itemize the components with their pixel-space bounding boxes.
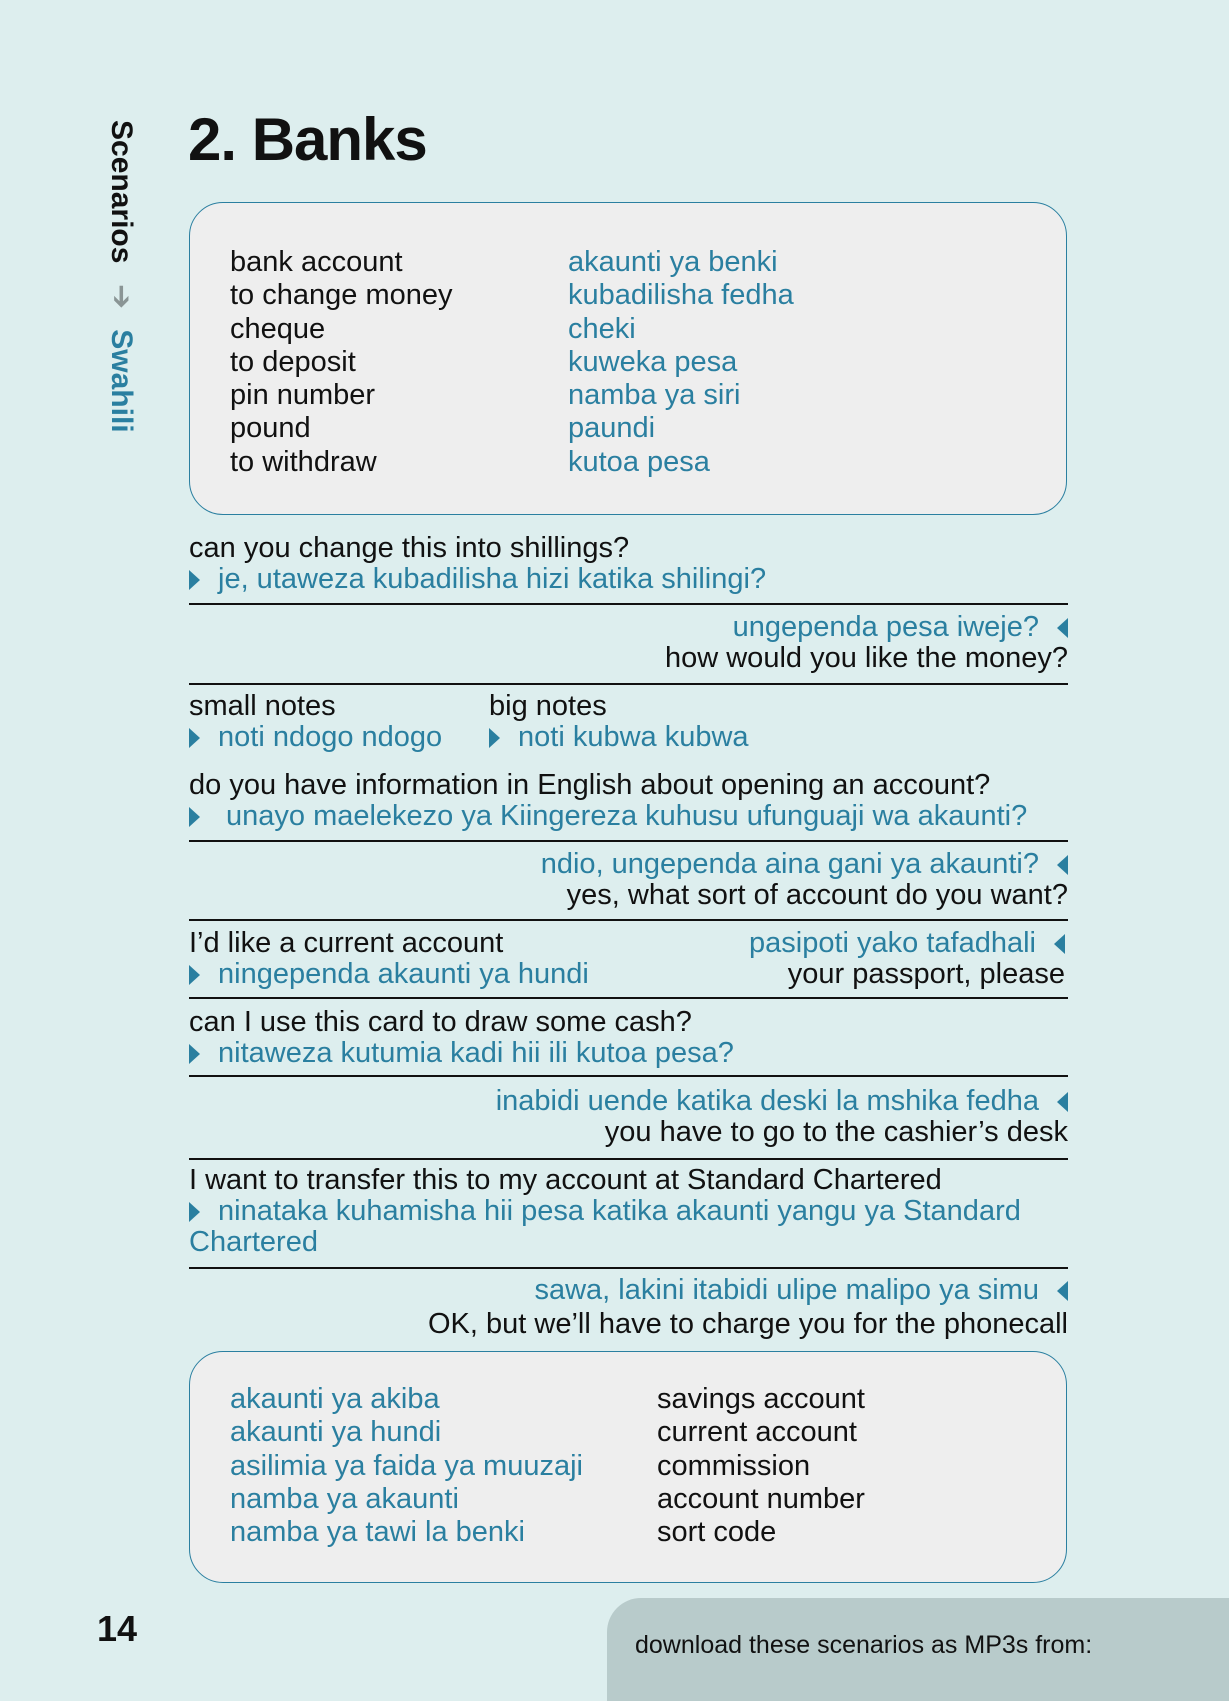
vocab-row bbox=[230, 246, 1066, 279]
phrase-en: big notes bbox=[489, 690, 607, 722]
triangle-right-icon bbox=[189, 570, 200, 590]
vocab-en: cheque bbox=[230, 312, 326, 345]
phrase-sw: ningependa akaunti ya hundi bbox=[218, 958, 589, 990]
vocab-row bbox=[230, 379, 1066, 412]
sidebar-section: Scenarios bbox=[105, 120, 138, 264]
phrase-sw-line bbox=[700, 928, 1065, 959]
divider bbox=[189, 997, 1068, 999]
phrase-en: you have to go to the cashier’s desk bbox=[604, 1116, 1068, 1148]
vocab-row bbox=[230, 1516, 1066, 1549]
divider bbox=[189, 603, 1068, 605]
vocab-row bbox=[230, 412, 1066, 445]
sidebar-label bbox=[106, 120, 136, 433]
vocab-sw: akaunti ya benki bbox=[568, 246, 778, 278]
vocab-row bbox=[230, 1450, 1066, 1483]
vocab-sw: namba ya tawi la benki bbox=[230, 1516, 525, 1549]
phrase-en: can I use this card to draw some cash? bbox=[189, 1006, 692, 1038]
vocab-row bbox=[230, 1483, 1066, 1516]
dialogue-r5 bbox=[189, 1275, 1068, 1340]
dialogue-q2 bbox=[189, 770, 1068, 832]
phrase-en: I want to transfer this to my account at Standard Chartered bbox=[189, 1164, 942, 1196]
triangle-left-icon bbox=[1057, 1092, 1068, 1112]
divider bbox=[189, 1075, 1068, 1077]
triangle-left-icon bbox=[1057, 1281, 1068, 1301]
vocab-sw: akaunti ya akiba bbox=[230, 1383, 440, 1415]
divider bbox=[189, 683, 1068, 685]
page-number: 14 bbox=[97, 1608, 138, 1649]
dialogue-r2 bbox=[189, 849, 1068, 911]
phrase-sw: pasipoti yako tafadhali bbox=[749, 927, 1036, 959]
dialogue-r3 bbox=[700, 928, 1065, 990]
phrase-sw: inabidi uende katika deski la mshika fedha bbox=[495, 1085, 1039, 1117]
triangle-right-icon bbox=[189, 1202, 200, 1222]
triangle-right-icon bbox=[189, 728, 200, 748]
phrase-en: your passport, please bbox=[787, 958, 1065, 990]
vocab-en: to withdraw bbox=[230, 445, 377, 478]
phrase-sw: ninataka kuhamisha hii pesa katika akaunti yangu ya Standard Chartered bbox=[189, 1195, 1021, 1258]
phrase-sw: ungependa pesa iweje? bbox=[732, 611, 1039, 643]
phrase-sw: nitaweza kutumia kadi hii ili kutoa pesa? bbox=[218, 1037, 734, 1069]
vocab-sw: asilimia ya faida ya muuzaji bbox=[230, 1449, 583, 1482]
phrase-sw-line bbox=[189, 849, 1068, 880]
phrase-en: I’d like a current account bbox=[189, 927, 504, 959]
dialogue-q3 bbox=[189, 928, 589, 990]
download-banner bbox=[607, 1598, 1229, 1701]
phrase-sw-line bbox=[189, 1086, 1068, 1117]
phrase-en: do you have information in English about opening an account? bbox=[189, 769, 991, 801]
vocab-row bbox=[230, 1416, 1066, 1449]
vocab-sw: paundi bbox=[568, 412, 656, 445]
triangle-right-icon bbox=[489, 728, 500, 748]
vocab-sw: cheki bbox=[568, 312, 636, 345]
vocab-en: pound bbox=[230, 412, 311, 445]
sidebar-language: Swahili bbox=[105, 329, 138, 433]
dialogue-q1 bbox=[189, 533, 1068, 595]
phrase-sw: ndio, ungependa aina gani ya akaunti? bbox=[540, 848, 1039, 880]
vocab-en: to change money bbox=[230, 279, 453, 312]
vocab-en: bank account bbox=[230, 246, 403, 278]
vocab-sw: akaunti ya hundi bbox=[230, 1416, 442, 1449]
phrase-sw: noti kubwa kubwa bbox=[518, 721, 749, 753]
phrase-en: small notes bbox=[189, 690, 336, 722]
phrase-en: OK, but we’ll have to charge you for the phonecall bbox=[428, 1308, 1068, 1340]
divider bbox=[189, 919, 1068, 921]
vocab-row bbox=[230, 346, 1066, 379]
phrase-sw: sawa, lakini itabidi ulipe malipo ya simu bbox=[534, 1274, 1039, 1306]
triangle-left-icon bbox=[1057, 855, 1068, 875]
vocab-en: account number bbox=[657, 1482, 865, 1515]
divider bbox=[189, 840, 1068, 842]
phrase-sw-line bbox=[189, 564, 1068, 595]
phrase-sw-line bbox=[189, 959, 589, 990]
dialogue-option-big bbox=[489, 691, 749, 753]
divider bbox=[189, 1267, 1068, 1269]
triangle-left-icon bbox=[1057, 618, 1068, 638]
arrow-right-icon: ➔ bbox=[105, 283, 138, 309]
triangle-right-icon bbox=[189, 965, 200, 985]
vocab-en: sort code bbox=[657, 1516, 777, 1549]
vocab-box-top bbox=[189, 202, 1067, 515]
phrase-sw-line bbox=[189, 722, 442, 753]
download-text: download these scenarios as MP3s from: bbox=[635, 1631, 1093, 1659]
page-title: 2. Banks bbox=[188, 106, 427, 173]
dialogue-q5 bbox=[189, 1165, 1068, 1258]
vocab-en: to deposit bbox=[230, 345, 356, 378]
phrase-sw-line bbox=[189, 1038, 1068, 1069]
vocab-en: commission bbox=[657, 1449, 811, 1482]
vocab-sw: kuweka pesa bbox=[568, 345, 738, 378]
phrase-sw-line bbox=[189, 612, 1068, 643]
phrase-sw: unayo maelekezo ya Kiingereza kuhusu ufunguaji wa akaunti? bbox=[226, 800, 1028, 832]
phrase-sw-line bbox=[489, 722, 749, 753]
vocab-row bbox=[230, 279, 1066, 312]
vocab-sw: namba ya siri bbox=[568, 379, 741, 412]
vocab-sw: kutoa pesa bbox=[568, 445, 710, 478]
phrase-sw-line bbox=[189, 1196, 1049, 1258]
divider bbox=[189, 1158, 1068, 1160]
dialogue-r1 bbox=[189, 612, 1068, 674]
vocab-en: pin number bbox=[230, 379, 376, 412]
phrase-sw-line bbox=[189, 1275, 1068, 1306]
dialogue-q4 bbox=[189, 1007, 1068, 1069]
triangle-right-icon bbox=[189, 1044, 200, 1064]
phrase-en: can you change this into shillings? bbox=[189, 532, 630, 564]
vocab-en: savings account bbox=[657, 1383, 865, 1415]
vocab-box-bottom bbox=[189, 1351, 1067, 1583]
vocab-row bbox=[230, 1383, 1066, 1416]
phrase-en: how would you like the money? bbox=[664, 642, 1068, 674]
dialogue-option-small bbox=[189, 691, 442, 753]
phrase-sw: je, utaweza kubadilisha hizi katika shilingi? bbox=[218, 563, 767, 595]
dialogue-r4 bbox=[189, 1086, 1068, 1148]
vocab-en: current account bbox=[657, 1416, 857, 1449]
triangle-right-icon bbox=[189, 807, 200, 827]
phrase-en: yes, what sort of account do you want? bbox=[566, 879, 1068, 911]
triangle-left-icon bbox=[1054, 934, 1065, 954]
vocab-sw: namba ya akaunti bbox=[230, 1482, 459, 1515]
phrase-sw-line bbox=[189, 801, 1068, 832]
vocab-sw: kubadilisha fedha bbox=[568, 279, 794, 312]
vocab-row bbox=[230, 446, 1066, 479]
phrase-sw: noti ndogo ndogo bbox=[218, 721, 443, 753]
vocab-row bbox=[230, 313, 1066, 346]
